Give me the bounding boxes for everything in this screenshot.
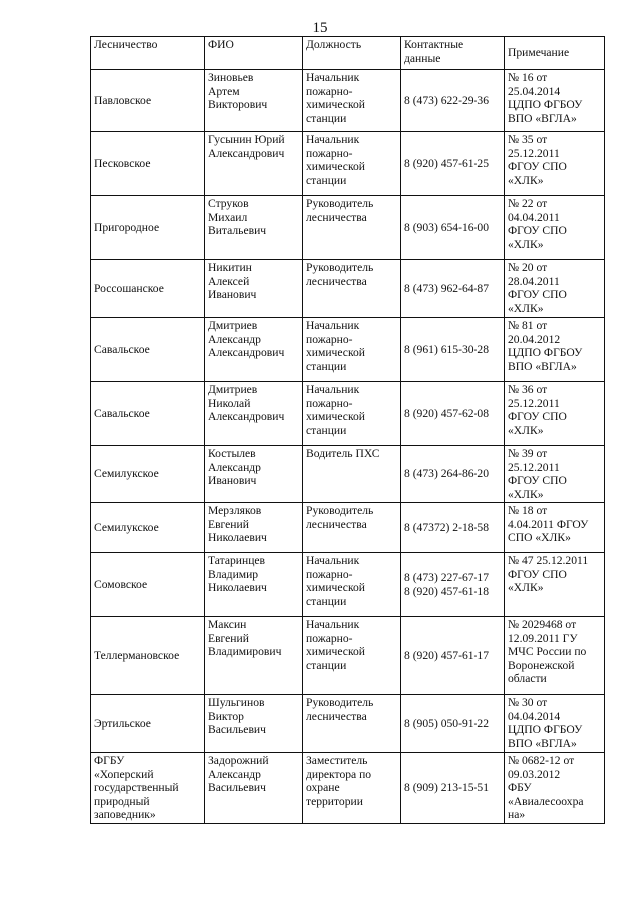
cell-position-line: химической <box>306 346 365 359</box>
cell-fio-line: Александрович <box>208 410 285 423</box>
cell-fio-line: Артем <box>208 84 240 98</box>
cell-contact <box>401 132 505 196</box>
cell-forestry <box>91 70 205 132</box>
cell-notes-line: 25.12.2011 <box>508 396 560 410</box>
cell-contact <box>401 318 505 382</box>
cell-notes-line: ВПО «ВГЛА» <box>508 736 577 750</box>
cell-fio-line: Струков <box>208 197 249 210</box>
cell-notes-line: 28.04.2011 <box>508 274 560 288</box>
cell-position-line: Руководитель <box>306 197 374 210</box>
cell-fio-line: Николай <box>208 396 251 410</box>
cell-position-line: Начальник <box>306 319 360 332</box>
cell-fio <box>205 132 303 196</box>
cell-notes-line: «ХЛК» <box>508 581 544 594</box>
cell-position-line: Заместитель <box>306 754 368 767</box>
cell-notes-line: ФГОУ СПО <box>508 474 567 487</box>
cell-contact-line: 8 (473) 227-67-17 <box>404 571 490 584</box>
cell-notes-line: «ХЛК» <box>508 237 544 251</box>
forestry-staff-table <box>90 36 605 824</box>
cell-notes <box>505 503 605 553</box>
cell-forestry <box>91 753 205 824</box>
cell-contact <box>401 260 505 318</box>
cell-forestry <box>91 196 205 260</box>
cell-position-line: лесничества <box>306 274 367 288</box>
cell-position-line: химической <box>306 410 365 423</box>
cell-notes-line: «ХЛК» <box>508 487 544 501</box>
header-fio: ФИО <box>205 37 303 70</box>
cell-position-line: станции <box>306 359 347 373</box>
cell-forestry-line: государственный <box>94 781 179 794</box>
table-row <box>91 382 605 446</box>
cell-position-line: Начальник <box>306 618 360 631</box>
cell-position <box>303 695 401 753</box>
cell-forestry-line: Песковское <box>94 156 151 170</box>
cell-forestry <box>91 318 205 382</box>
table-row <box>91 753 605 824</box>
cell-position-line: Начальник <box>306 383 360 396</box>
cell-notes-line: «ХЛК» <box>508 173 544 187</box>
cell-position-line: станции <box>306 658 347 672</box>
cell-contact-line: 8 (473) 622-29-36 <box>404 93 490 107</box>
cell-fio-line: Евгений <box>208 631 249 645</box>
cell-position-line: лесничества <box>306 709 367 723</box>
cell-contact <box>401 617 505 695</box>
header-notes: Примечание <box>505 37 605 70</box>
cell-forestry-line: Сомовское <box>94 577 148 591</box>
cell-position-line: химической <box>306 581 365 594</box>
cell-fio-line: Михаил <box>208 210 248 224</box>
cell-forestry <box>91 503 205 553</box>
cell-fio <box>205 446 303 503</box>
cell-fio-line: Алексей <box>208 274 250 288</box>
cell-position-line: Начальник <box>306 554 360 567</box>
cell-contact <box>401 196 505 260</box>
cell-notes <box>505 318 605 382</box>
cell-forestry-line: Россошанское <box>94 281 164 295</box>
cell-position <box>303 503 401 553</box>
table-header-row <box>91 37 605 70</box>
cell-notes-line: 25.12.2011 <box>508 146 560 160</box>
cell-forestry <box>91 695 205 753</box>
cell-notes-line: № 36 от <box>508 383 548 396</box>
cell-fio <box>205 695 303 753</box>
cell-notes-line: 25.12.2011 <box>508 460 560 474</box>
cell-notes-line: ФГОУ СПО <box>508 567 567 581</box>
cell-notes <box>505 132 605 196</box>
cell-position-line: химической <box>306 645 365 658</box>
cell-forestry-line: Павловское <box>94 93 152 107</box>
cell-fio <box>205 196 303 260</box>
table-row <box>91 503 605 553</box>
cell-forestry-line: природный <box>94 794 150 808</box>
cell-fio-line: Мерзляков <box>208 504 262 517</box>
cell-notes-line: 4.04.2011 ФГОУ <box>508 517 589 531</box>
cell-fio-line: Костылев <box>208 447 256 460</box>
table-row <box>91 446 605 503</box>
cell-notes <box>505 70 605 132</box>
cell-notes-line: ЦДПО ФГБОУ <box>508 346 583 359</box>
cell-notes-line: «ХЛК» <box>508 301 544 315</box>
cell-contact-line: 8 (905) 050-91-22 <box>404 716 490 730</box>
cell-contact-line: 8 (903) 654-16-00 <box>404 220 490 234</box>
table-row <box>91 260 605 318</box>
cell-notes-line: ФГОУ СПО <box>508 160 567 173</box>
table-row <box>91 695 605 753</box>
cell-notes-line: Воронежской <box>508 658 575 672</box>
cell-notes-line: «ХЛК» <box>508 423 544 437</box>
cell-position-line: пожарно- <box>306 631 353 645</box>
cell-fio <box>205 553 303 617</box>
cell-contact-line: 8 (473) 962-64-87 <box>404 281 490 295</box>
table-row <box>91 553 605 617</box>
cell-position-line: пожарно- <box>306 332 353 346</box>
cell-position-line: пожарно- <box>306 84 353 98</box>
header-forestry: Лесничество <box>91 37 205 70</box>
cell-notes-line: 12.09.2011 ГУ <box>508 631 578 645</box>
cell-fio <box>205 503 303 553</box>
cell-notes <box>505 553 605 617</box>
cell-notes-line: СПО «ХЛК» <box>508 531 571 544</box>
cell-forestry-line: Семилукское <box>94 467 159 481</box>
cell-contact <box>401 553 505 617</box>
cell-forestry <box>91 553 205 617</box>
cell-notes-line: № 30 от <box>508 696 548 709</box>
cell-forestry <box>91 617 205 695</box>
cell-notes-line: 04.04.2014 <box>508 709 561 723</box>
cell-notes-line: № 2029468 от <box>508 618 577 631</box>
cell-position <box>303 260 401 318</box>
cell-position-line: химической <box>306 160 365 173</box>
cell-position-line: Руководитель <box>306 261 374 274</box>
cell-contact <box>401 503 505 553</box>
cell-notes <box>505 753 605 824</box>
cell-fio-line: Максин <box>208 618 247 631</box>
cell-notes-line: № 0682-12 от <box>508 754 575 767</box>
cell-fio-line: Витальевич <box>208 224 267 237</box>
cell-notes-line: № 20 от <box>508 261 548 274</box>
cell-position <box>303 132 401 196</box>
cell-contact <box>401 695 505 753</box>
cell-notes-line: ФГОУ СПО <box>508 410 567 423</box>
cell-position <box>303 553 401 617</box>
cell-fio-line: Александр <box>208 332 261 346</box>
cell-position-line: пожарно- <box>306 396 353 410</box>
cell-position-line: пожарно- <box>306 567 353 581</box>
cell-notes-line: ФБУ <box>508 781 532 794</box>
cell-forestry <box>91 446 205 503</box>
cell-notes-line: 04.04.2011 <box>508 210 560 224</box>
cell-contact-line: 8 (920) 457-61-17 <box>404 648 490 662</box>
table-row <box>91 318 605 382</box>
cell-forestry <box>91 132 205 196</box>
cell-position-line: Начальник <box>306 71 360 84</box>
cell-fio-line: Александр <box>208 767 261 781</box>
cell-fio-line: Иванович <box>208 474 257 487</box>
cell-fio-line: Николаевич <box>208 581 267 594</box>
cell-notes-line: ФГОУ СПО <box>508 224 567 237</box>
cell-forestry-line: Савальское <box>94 406 150 420</box>
table-row <box>91 132 605 196</box>
page-number: 15 <box>312 20 328 36</box>
cell-fio-line: Виктор <box>208 709 244 723</box>
cell-notes-line: № 22 от <box>508 197 548 210</box>
cell-notes-line: ВПО «ВГЛА» <box>508 359 577 373</box>
cell-fio-line: Никитин <box>208 261 252 274</box>
cell-forestry <box>91 260 205 318</box>
table-row <box>91 70 605 132</box>
cell-notes <box>505 382 605 446</box>
cell-position-line: Водитель ПХС <box>306 447 380 460</box>
cell-notes-line: ЦДПО ФГБОУ <box>508 723 583 736</box>
header-position: Должность <box>303 37 401 70</box>
cell-fio-line: Николаевич <box>208 531 267 544</box>
cell-contact-line: 8 (961) 615-30-28 <box>404 342 490 356</box>
cell-fio-line: Викторович <box>208 98 268 111</box>
cell-position-line: станции <box>306 173 347 187</box>
cell-forestry <box>91 382 205 446</box>
cell-forestry-line: Савальское <box>94 342 150 356</box>
cell-fio <box>205 318 303 382</box>
cell-notes-line: «Авиалесоохра <box>508 794 584 808</box>
cell-position <box>303 70 401 132</box>
cell-position <box>303 617 401 695</box>
cell-fio-line: Татаринцев <box>208 554 266 567</box>
cell-forestry-line: ФГБУ <box>94 754 125 767</box>
cell-fio-line: Александрович <box>208 346 285 359</box>
cell-fio-line: Евгений <box>208 517 249 531</box>
cell-position <box>303 753 401 824</box>
cell-position <box>303 382 401 446</box>
cell-notes-line: № 81 от <box>508 319 548 332</box>
cell-notes-line: МЧС России по <box>508 645 587 658</box>
cell-fio-line: Дмитриев <box>208 383 258 396</box>
cell-contact-line: 8 (920) 457-61-25 <box>404 156 490 170</box>
cell-position-line: станции <box>306 594 347 608</box>
cell-fio-line: Иванович <box>208 288 257 301</box>
cell-notes <box>505 695 605 753</box>
cell-notes-line: на» <box>508 808 526 821</box>
table-body <box>91 70 605 824</box>
cell-notes <box>505 260 605 318</box>
cell-contact <box>401 382 505 446</box>
cell-position-line: директора по <box>306 767 372 781</box>
cell-forestry-line: Эртильское <box>94 716 151 730</box>
cell-contact-line: 8 (920) 457-61-18 <box>404 584 490 598</box>
cell-position-line: Руководитель <box>306 696 374 709</box>
cell-fio <box>205 70 303 132</box>
cell-position-line: лесничества <box>306 517 367 531</box>
cell-fio-line: Владимир <box>208 567 259 581</box>
cell-position-line: Начальник <box>306 133 360 146</box>
cell-fio <box>205 260 303 318</box>
header-contact: Контактные данные <box>401 37 505 70</box>
cell-position <box>303 446 401 503</box>
cell-fio <box>205 382 303 446</box>
cell-fio-line: Владимирович <box>208 645 282 658</box>
cell-position <box>303 318 401 382</box>
cell-forestry-line: заповедник» <box>94 808 156 821</box>
cell-fio-line: Задорожний <box>208 754 269 767</box>
cell-notes-line: № 16 от <box>508 71 548 84</box>
cell-forestry-line: Пригородное <box>94 220 160 234</box>
cell-position-line: Руководитель <box>306 504 374 517</box>
cell-forestry-line: Теллермановское <box>94 648 180 662</box>
cell-position <box>303 196 401 260</box>
cell-position-line: пожарно- <box>306 146 353 160</box>
cell-notes-line: ВПО «ВГЛА» <box>508 111 577 125</box>
cell-position-line: территории <box>306 794 363 808</box>
cell-notes-line: № 47 25.12.2011 <box>508 554 589 567</box>
cell-position-line: химической <box>306 98 365 111</box>
cell-contact <box>401 70 505 132</box>
cell-forestry-line: Семилукское <box>94 520 159 534</box>
cell-contact <box>401 753 505 824</box>
cell-notes-line: 25.04.2014 <box>508 84 561 98</box>
cell-notes <box>505 617 605 695</box>
cell-fio <box>205 617 303 695</box>
cell-contact-line: 8 (473) 264-86-20 <box>404 467 490 481</box>
cell-position-line: станции <box>306 423 347 437</box>
cell-fio-line: Александр <box>208 460 261 474</box>
table-row <box>91 617 605 695</box>
cell-forestry-line: «Хоперский <box>94 767 154 781</box>
cell-contact-line: 8 (920) 457-62-08 <box>404 406 490 420</box>
cell-fio-line: Александрович <box>208 146 285 160</box>
cell-fio-line: Дмитриев <box>208 319 258 332</box>
cell-fio-line: Васильевич <box>208 723 266 736</box>
cell-notes-line: № 18 от <box>508 504 548 517</box>
cell-fio-line: Васильевич <box>208 781 266 794</box>
cell-position-line: станции <box>306 111 347 125</box>
table-row <box>91 196 605 260</box>
cell-notes-line: 20.04.2012 <box>508 332 561 346</box>
cell-contact-line: 8 (47372) 2-18-58 <box>404 520 490 534</box>
cell-contact <box>401 446 505 503</box>
cell-fio-line: Зиновьев <box>208 71 254 84</box>
cell-fio-line: Шульгинов <box>208 696 265 709</box>
cell-position-line: охране <box>306 781 340 794</box>
cell-contact-line: 8 (909) 213-15-51 <box>404 781 490 794</box>
cell-notes <box>505 196 605 260</box>
cell-notes-line: ФГОУ СПО <box>508 288 567 301</box>
cell-notes-line: № 39 от <box>508 447 548 460</box>
cell-notes-line: области <box>508 672 547 685</box>
cell-notes-line: 09.03.2012 <box>508 767 561 781</box>
cell-fio <box>205 753 303 824</box>
cell-position-line: лесничества <box>306 210 367 224</box>
cell-notes-line: ЦДПО ФГБОУ <box>508 98 583 111</box>
cell-notes-line: № 35 от <box>508 133 548 146</box>
cell-fio-line: Гусынин Юрий <box>208 133 285 146</box>
cell-notes <box>505 446 605 503</box>
